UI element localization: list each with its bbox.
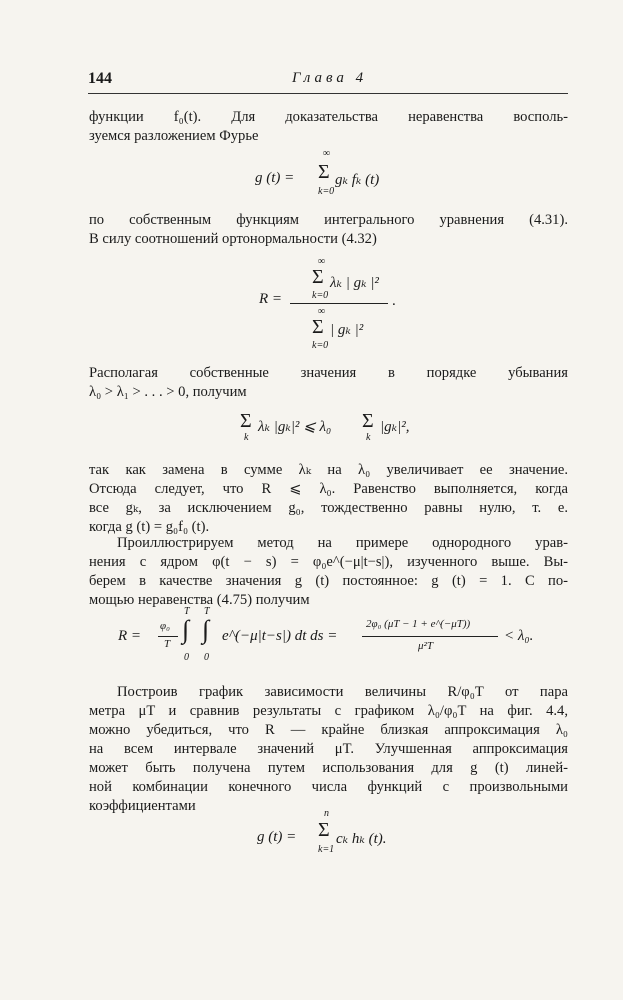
eq1-lower: k=0 — [318, 186, 335, 197]
eq2-num-sigma: Σ — [312, 266, 324, 288]
eq2-num-upper: ∞ — [318, 256, 326, 267]
p5-line2: нения с ядром φ(t − s) = φ₀e^(−μ|t−s|), изученного выше. Вы- — [89, 554, 568, 570]
eq4-rhs-bar — [362, 636, 498, 637]
eq1-rhs: gₖ fₖ (t) — [335, 172, 380, 188]
p2-line1: по собственным функциям интегрального уравнения (4.31). — [89, 212, 568, 228]
eq4-lhs: R = — [118, 628, 142, 644]
p6-line1: Построив график зависимости величины R/φ₀T от пара — [117, 684, 568, 700]
eq4-rhs-num: 2φ₀ (μT − 1 + e^(−μT)) — [366, 618, 471, 630]
eq2-den-sigma: Σ — [312, 316, 324, 338]
eq4-integrand: e^(−μ|t−s|) dt ds = — [222, 628, 338, 644]
eq4-lower2: 0 — [204, 652, 209, 663]
p3-line1: Располагая собственные значения в порядке убывания — [89, 365, 568, 381]
eq4-upper2: T — [204, 606, 210, 617]
eq5-lhs: g (t) = — [257, 829, 297, 845]
eq3-part-a: λₖ |gₖ|² ⩽ λ₀ — [258, 419, 332, 435]
eq4-frac-bar — [158, 636, 178, 637]
eq3-lower1: k — [244, 432, 249, 443]
eq4-frac-den: T — [164, 638, 171, 650]
p6-line5: может быть получена путем использования для g (t) линей- — [89, 760, 568, 776]
eq1-sigma: Σ — [318, 161, 330, 183]
eq4-frac-num: φ₀ — [160, 620, 170, 632]
eq2-den: | gₖ |² — [330, 322, 364, 338]
p4-line2: Отсюда следует, что R ⩽ λ₀. Равенство выполняется, когда — [89, 481, 568, 497]
eq5-sigma: Σ — [318, 819, 330, 841]
eq2-num-lower: k=0 — [312, 290, 329, 301]
eq2-num: λₖ | gₖ |² — [330, 275, 379, 291]
p4-line1: так как замена в сумме λₖ на λ₀ увеличивает ее значение. — [89, 462, 568, 478]
p6-line4: на всем интервале значений μT. Улучшенная аппроксимация — [89, 741, 568, 757]
p5-line1: Проиллюстрируем метод на примере однородного урав- — [117, 535, 568, 551]
eq5-rhs: cₖ hₖ (t). — [336, 831, 387, 847]
eq1-lhs: g (t) = — [255, 170, 295, 186]
p2-line2: В силу соотношений ортонормальности (4.32) — [89, 231, 377, 247]
p5-line3: берем в качестве значения g (t) постоянное: g (t) = 1. С по- — [89, 573, 568, 589]
page-number: 144 — [88, 70, 112, 87]
p4-line4: когда g (t) = g₀f₀ (t). — [89, 519, 210, 535]
eq5-lower: k=1 — [318, 844, 335, 855]
p6-line6: ной комбинации конечного числа функций с произвольными — [89, 779, 568, 795]
eq1-upper: ∞ — [323, 148, 331, 159]
p1-line1: функции f₀(t). Для доказательства неравенства восполь- — [89, 109, 568, 125]
eq3-sigma2: Σ — [362, 410, 374, 432]
eq4-rhs-den: μ²T — [418, 640, 433, 652]
eq3-part-b: |gₖ|², — [380, 419, 410, 435]
p3-line2: λ₀ > λ₁ > . . . > 0, получим — [89, 384, 247, 400]
p6-line2: метра μT и сравнив результаты с графиком λ₀/φ₀T на фиг. 4.4, — [89, 703, 568, 719]
p5-line4: мощью неравенства (4.75) получим — [89, 592, 310, 608]
eq4-upper1: T — [184, 606, 190, 617]
chapter-title: Глава 4 — [292, 70, 368, 86]
eq2-den-lower: k=0 — [312, 340, 329, 351]
eq2-fraction-bar — [290, 303, 388, 304]
eq3-sigma1: Σ — [240, 410, 252, 432]
eq4-integral1: ∫ — [182, 615, 190, 644]
p6-line7: коэффициентами — [89, 798, 196, 814]
p6-line3: можно убедиться, что R — крайне близкая аппроксимация λ₀ — [89, 722, 568, 738]
eq4-lower1: 0 — [184, 652, 189, 663]
eq3-lower2: k — [366, 432, 371, 443]
eq5-upper: n — [324, 808, 329, 819]
eq2-den-upper: ∞ — [318, 306, 326, 317]
p1-line2: зуемся разложением Фурье — [89, 128, 259, 144]
eq2-period: . — [392, 293, 396, 309]
header-rule — [88, 93, 568, 94]
eq2-lhs: R = — [259, 291, 283, 307]
p4-line3: все gₖ, за исключением g₀, тождественно равны нулю, т. е. — [89, 500, 568, 516]
eq4-tail: < λ₀. — [504, 628, 534, 644]
eq4-integral2: ∫ — [202, 615, 210, 644]
